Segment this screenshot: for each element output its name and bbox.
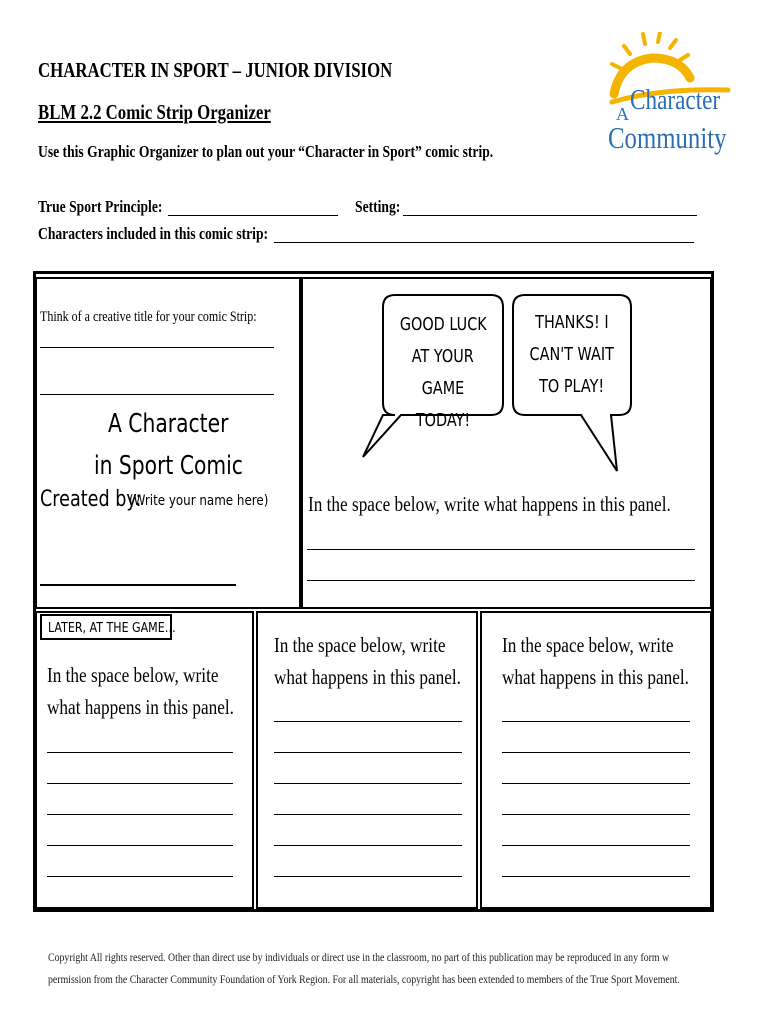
character-community-logo <box>600 32 740 162</box>
document-subtitle: BLM 2.2 Comic Strip Organizer <box>38 100 271 124</box>
writing-line[interactable] <box>502 752 690 753</box>
writing-line[interactable] <box>47 814 233 815</box>
writing-line[interactable] <box>274 721 462 722</box>
characters-label: Characters included in this comic strip: <box>38 224 269 243</box>
title-input-line-2[interactable] <box>40 394 274 395</box>
speech-panel-prompt: In the space below, write what happens in this panel. <box>308 492 671 516</box>
writing-line[interactable] <box>274 752 462 753</box>
bottom-panel-3-prompt-line-1: In the space below, write <box>502 633 674 657</box>
caption-box <box>40 614 176 640</box>
logo-community-text: Community <box>608 120 727 155</box>
title-input-line-1[interactable] <box>40 347 274 348</box>
caption-text: LATER, AT THE GAME… <box>48 621 176 636</box>
setting-input-line[interactable] <box>403 215 697 216</box>
copyright-notice <box>48 946 680 990</box>
bubble-left-line-2: AT YOUR <box>412 346 474 367</box>
writing-line[interactable] <box>47 752 233 753</box>
copyright-line-1: Copyright All rights reserved. Other than direct use by individuals or direct use in the classroom, no part of this publication may be reproduced in any form w <box>48 950 670 964</box>
name-input-line[interactable] <box>40 584 236 586</box>
bubble-right-line-3: TO PLAY! <box>539 376 605 397</box>
copyright-line-2: permission from the Character Community Foundation of York Region. For all materials, copyright has been extended to members of the True Sport Movement. <box>48 972 680 986</box>
bubble-right-line-2: CAN'T WAIT <box>529 344 615 365</box>
bottom-panel-1-prompt-line-2: what happens in this panel. <box>47 695 234 719</box>
writing-line[interactable] <box>274 845 462 846</box>
writing-line[interactable] <box>502 876 690 877</box>
speech-bubbles <box>303 279 710 489</box>
principle-label: True Sport Principle: <box>38 197 163 216</box>
created-by-label: Created by: <box>40 487 142 512</box>
setting-label: Setting: <box>355 197 401 216</box>
characters-input-line[interactable] <box>274 242 694 243</box>
writing-line[interactable] <box>47 876 233 877</box>
speech-panel-line-2[interactable] <box>307 580 695 581</box>
bottom-panel-3-prompt-line-2: what happens in this panel. <box>502 665 689 689</box>
bubble-right-line-1: THANKS! I <box>535 312 609 333</box>
bubble-left-line-3: GAME TODAY! <box>415 378 471 431</box>
writing-line[interactable] <box>274 783 462 784</box>
comic-title-line-2: in Sport Comic <box>93 451 243 481</box>
bubble-left-line-1: GOOD LUCK <box>399 314 487 335</box>
writing-line[interactable] <box>502 814 690 815</box>
document-title: CHARACTER IN SPORT – JUNIOR DIVISION <box>38 58 393 82</box>
writing-line[interactable] <box>502 845 690 846</box>
writing-line[interactable] <box>274 876 462 877</box>
title-panel <box>35 277 301 609</box>
name-hint: (Write your name here) <box>129 493 269 509</box>
instructions-text: Use this Graphic Organizer to plan out your “Character in Sport” comic strip. <box>38 142 494 161</box>
writing-line[interactable] <box>47 845 233 846</box>
writing-line[interactable] <box>502 783 690 784</box>
bottom-panel-2 <box>256 611 478 909</box>
bottom-panel-1-prompt-line-1: In the space below, write <box>47 663 219 687</box>
speech-panel <box>301 277 712 609</box>
bottom-panel-2-prompt-line-2: what happens in this panel. <box>274 665 461 689</box>
principle-input-line[interactable] <box>168 215 338 216</box>
writing-line[interactable] <box>502 721 690 722</box>
logo-letter-a: A <box>616 104 629 124</box>
comic-title-line-1: A Character <box>107 409 229 439</box>
writing-line[interactable] <box>274 814 462 815</box>
bottom-panel-2-prompt-line-1: In the space below, write <box>274 633 446 657</box>
speech-panel-line-1[interactable] <box>307 549 695 550</box>
title-prompt: Think of a creative title for your comic Strip: <box>40 309 257 325</box>
bottom-panel-3 <box>480 611 712 909</box>
logo-character-text: Character <box>630 84 721 116</box>
bottom-panel-1 <box>35 611 254 909</box>
writing-line[interactable] <box>47 783 233 784</box>
